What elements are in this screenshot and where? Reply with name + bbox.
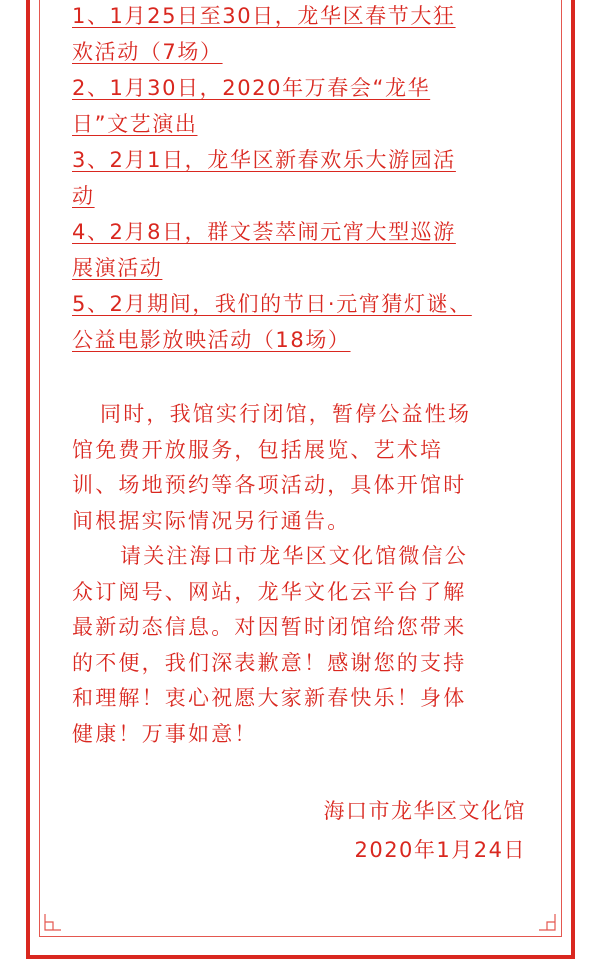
activity-line[interactable]: 5、2月期间，我们的节日·元宵猜灯谜、 [72, 292, 472, 316]
paragraph-line: 健康！万事如意！ [72, 721, 258, 746]
signature-organization: 海口市龙华区文化馆 [323, 799, 526, 823]
paragraph-line: 和理解！衷心祝愿大家新春快乐！身体 [72, 686, 467, 710]
paragraph-line: 间根据实际情况另行通告。 [72, 508, 351, 533]
closure-notice-paragraph [72, 397, 532, 539]
paragraph-line: 最新动态信息。对因暂时闭馆给您带来 [72, 615, 467, 639]
closing-paragraph [72, 539, 532, 752]
activity-line[interactable]: 1、1月25日至30日，龙华区春节大狂 [72, 4, 456, 28]
paragraph-line: 同时，我馆实行闭馆，暂停公益性场 [100, 402, 472, 426]
paragraph-line: 训、场地预约等各项活动，具体开馆时 [72, 473, 467, 497]
activity-line[interactable]: 展演活动 [72, 256, 163, 280]
paragraph-line: 馆免费开放服务，包括展览、艺术培 [72, 437, 444, 462]
activity-line[interactable]: 公益电影放映活动（18场） [72, 328, 351, 352]
paragraph-line: 请关注海口市龙华区文化馆微信公 [120, 544, 468, 568]
activity-line[interactable]: 2、1月30日，2020年万春会“龙华 [72, 76, 431, 100]
activity-line[interactable]: 欢活动（7场） [72, 40, 223, 64]
activity-line[interactable]: 4、2月8日，群文荟萃闹元宵大型巡游 [72, 220, 456, 244]
activity-line[interactable]: 日”文艺演出 [72, 112, 198, 136]
activity-list [72, 0, 532, 358]
corner-ornament-bottom-right [538, 913, 556, 931]
activity-line[interactable]: 动 [72, 184, 95, 208]
paragraph-line: 众订阅号、网站，龙华文化云平台了解 [72, 579, 467, 604]
activity-line[interactable]: 3、2月1日，龙华区新春欢乐大游园活 [72, 148, 456, 172]
signature-date: 2020年1月24日 [354, 838, 526, 862]
corner-ornament-bottom-left [44, 913, 62, 931]
paragraph-line: 的不便，我们深表歉意！感谢您的支持 [72, 650, 467, 675]
